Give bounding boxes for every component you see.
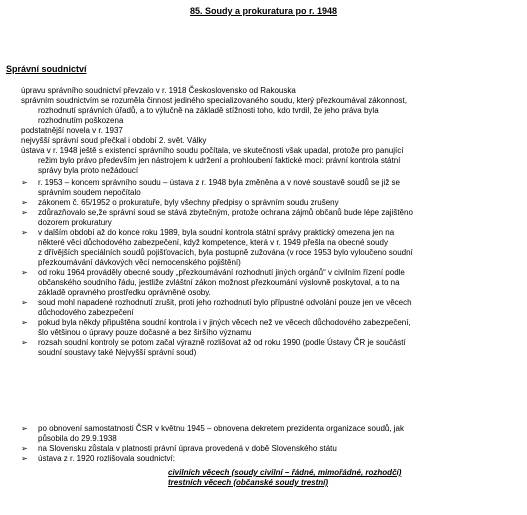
list-item-line: ústava z r. 1920 rozlišovala soudnictví: <box>38 454 175 463</box>
list-item-line: šlo většinou o úpravy pouze dočasné a bez širšího významu <box>38 328 252 337</box>
list-item-line: zdůrazňovalo se,že správní soud se stává zbytečným, protože ochrana zájmů občanů bude lépe zajištěno <box>38 208 413 217</box>
list-item-line: po obnovení samostatnosti ČSR v květnu 1945 – obnovena dekretem prezidenta organizace soudů, jak <box>38 424 405 433</box>
bullet-list-courts <box>21 424 521 464</box>
bullet-arrow-icon: ➢ <box>21 318 28 327</box>
intro-block <box>21 86 407 176</box>
court-type-criminal: trestních věcech (občanské soudy trestní) <box>168 478 329 487</box>
list-item-line: na Slovensku zůstala v platnosti právní úprava provedená v době Slovenského státu <box>38 444 337 453</box>
list-item-line: důchodového zabezpečení <box>38 308 134 317</box>
bullet-arrow-icon: ➢ <box>21 338 28 347</box>
list-item-line: od roku 1964 prováděly obecné soudy „přezkoumávání rozhodnutí jiných orgánů“ v civilním řízení podle <box>38 268 405 277</box>
list-item-line: soudní soustavy také Nejvyšší správní soud) <box>38 348 197 357</box>
intro-line: podstatnější novela v r. 1937 <box>21 126 123 135</box>
bullet-arrow-icon: ➢ <box>21 298 28 307</box>
bullet-arrow-icon: ➢ <box>21 208 28 217</box>
bullet-arrow-icon: ➢ <box>21 178 28 187</box>
bullet-list-administrative <box>21 178 521 358</box>
list-item <box>21 454 521 464</box>
list-item <box>21 318 521 338</box>
intro-line: nejvyšší správní soud přečkal i období 2. svět. Války <box>21 136 207 145</box>
intro-line: úpravu správního soudnictví převzalo v r. 1918 Československo od Rakouska <box>21 86 296 95</box>
list-item <box>21 444 521 454</box>
intro-line: rozhodnutím poškozena <box>38 116 124 125</box>
list-item-line: občanského soudního řádu, jestliže zvláštní zákon možnost přezkoumání výslovně poskytoval, a to na <box>38 278 400 287</box>
intro-line: ústava v r. 1948 ještě s existencí správního soudu počítala, ve skutečnosti však upadal, protože pro panující <box>21 146 404 155</box>
list-item <box>21 208 521 228</box>
bullet-arrow-icon: ➢ <box>21 444 28 453</box>
bullet-arrow-icon: ➢ <box>21 198 28 207</box>
list-item <box>21 338 521 358</box>
intro-line: rozhodnutí správních úřadů, a to výlučně na základě stížnosti toho, kdo tvrdil, že jeho práva byla <box>38 106 379 115</box>
list-item <box>21 298 521 318</box>
list-item-line: správním soudem nepočítalo <box>38 188 141 197</box>
intro-line: správy byla proto nežádoucí <box>38 166 139 175</box>
bullet-arrow-icon: ➢ <box>21 454 28 463</box>
list-item-line: r. 1953 – koncem správního soudu – ústava z r. 1948 byla změněna a v nové soustavě soudů se již se <box>38 178 400 187</box>
bullet-arrow-icon: ➢ <box>21 228 28 237</box>
list-item-line: pokud byla někdy připuštěna soudní kontrola i v jiných věcech než ve věcech důchodového zabezpečení, <box>38 318 411 327</box>
list-item-line: přezkoumávání dávkových věcí nemocenského pojištění) <box>38 258 241 267</box>
list-item-line: zákonem č. 65/1952 o prokuratuře, byly všechny předpisy o správním soudu zrušeny <box>38 198 339 207</box>
intro-line: správním soudnictvím se rozuměla činnost jediného specializovaného soudu, který přezkoumával zákonnost, <box>21 96 407 105</box>
list-item-line: z dřívějších speciálních soudů pojišťovacích, byla postupně zužována (v roce 1953 bylo vyloučeno soudní <box>38 248 413 257</box>
court-type-list <box>168 468 401 488</box>
intro-line: režim bylo právo především jen nástrojem k udržení a prohloubení faktické moci: právní kontrola státní <box>38 156 401 165</box>
list-item <box>21 198 521 208</box>
list-item-line: základě opravného prostředku oprávněné osoby. <box>38 288 211 297</box>
list-item <box>21 424 521 444</box>
page-title <box>0 6 527 17</box>
list-item <box>21 268 521 298</box>
list-item <box>21 228 521 268</box>
bullet-arrow-icon: ➢ <box>21 268 28 277</box>
list-item <box>21 178 521 198</box>
list-item-line: rozsah soudní kontroly se potom začal výrazně rozlišovat až od roku 1990 (podle Ústavy ČR je součástí <box>38 338 406 347</box>
page-title-text: 85. Soudy a prokuratura po r. 1948 <box>189 6 338 16</box>
list-item-line: soud mohl napadené rozhodnutí zrušit, proti jeho rozhodnutí bylo přípustné odvolání pouze jen ve věcech <box>38 298 412 307</box>
list-item-line: dozorem prokuratury <box>38 218 112 227</box>
bullet-arrow-icon: ➢ <box>21 424 28 433</box>
section-heading <box>6 64 87 75</box>
court-type-civil: civilních věcech (soudy civilní – řádné, mimořádné, rozhodčí) <box>168 468 402 477</box>
list-item-line: některé věci důchodového zabezpečení, když kompetence, která v r. 1949 přešla na obecné soudy <box>38 238 388 247</box>
list-item-line: v dalším období až do konce roku 1989, byla soudní kontrola státní správy praktický omezena jen na <box>38 228 395 237</box>
section-heading-text: Správní soudnictví <box>6 64 87 74</box>
list-item-line: působila do 29.9.1938 <box>38 434 117 443</box>
